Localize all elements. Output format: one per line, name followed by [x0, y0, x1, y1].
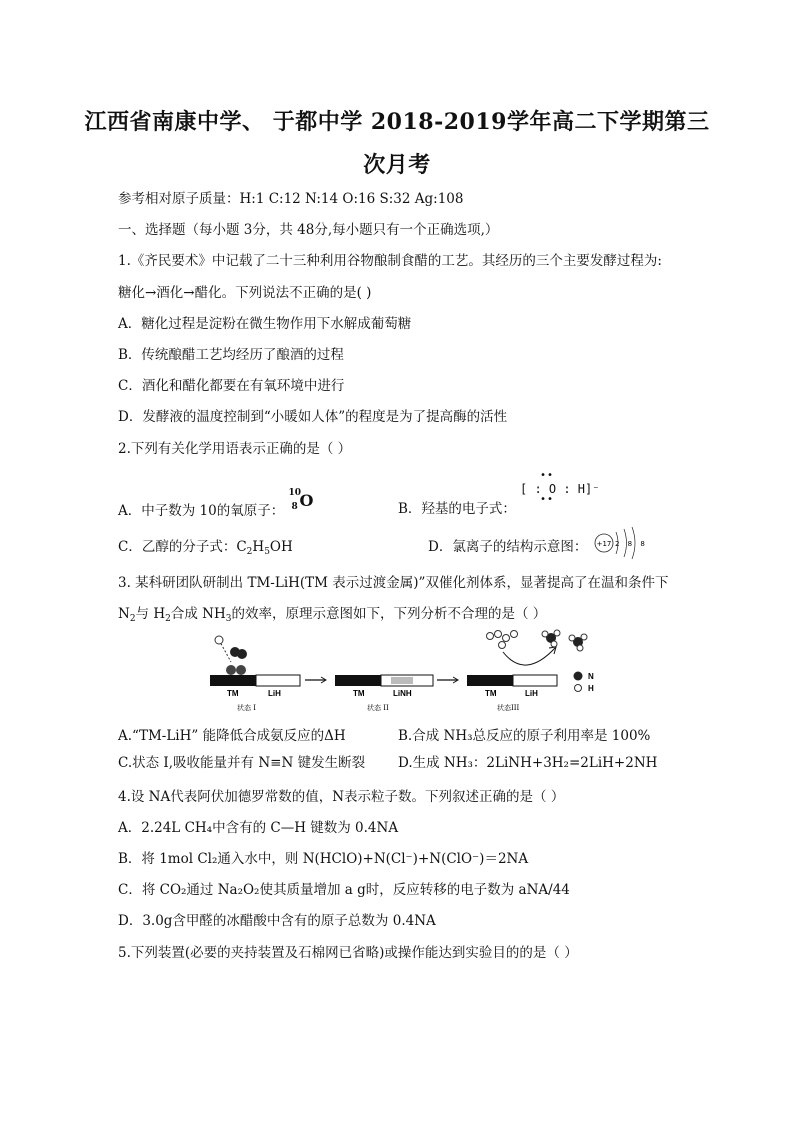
atomic-masses: 参考相对原子质量：H:1 C:12 N:14 O:16 S:32 Ag:108: [118, 191, 464, 207]
q2-option-a-text: A．中子数为 10的氧原子：: [118, 503, 285, 519]
legend-h-label: H: [588, 684, 594, 693]
lih-block: [256, 675, 300, 686]
nh3-h: [554, 630, 560, 636]
q1-option-c: C．酒化和醋化都要在有氧环境中进行: [118, 378, 345, 394]
tm-block: [467, 675, 513, 686]
chloride-ion-diagram: [592, 526, 648, 560]
q4-stem: 4.设 NA代表阿伏加德罗常数的值，N表示粒子数。下列叙述正确的是（ ）: [118, 789, 565, 805]
tm-label: TM: [353, 689, 365, 698]
n-atom: [237, 649, 247, 659]
q3-stem-line1: 3. 某科研团队研制出 TM-LiH(TM 表示过渡金属)”双催化剂体系，显著提高了在温和条件下: [118, 575, 669, 591]
exam-title-line1: 江西省南康中学、 于都中学 2018-2019学年高二下学期第三: [84, 109, 710, 135]
isotope-atomic-number: 8: [291, 502, 298, 512]
state-2-label: 状态 II: [367, 704, 389, 712]
q1-option-a: A．糖化过程是淀粉在微生物作用下水解成葡萄糖: [118, 316, 412, 332]
lih-block: [513, 675, 557, 686]
state-1-group: [210, 636, 300, 712]
q2-option-b-text: B．羟基的电子式：: [398, 501, 516, 517]
tm-block: [335, 675, 381, 686]
lone-pair-top: ••: [540, 470, 555, 481]
state-3-group: [467, 630, 587, 712]
q4-option-a: A．2.24L CH₄中含有的 C—H 键数为 0.4NA: [118, 820, 399, 836]
q1-stem-line2: 糖化→酒化→醋化。下列说法不正确的是( ): [118, 285, 372, 301]
section-header: 一、选择题（每小题 3分，共 48分,每小题只有一个正确选项,）: [118, 222, 499, 238]
legend-n-dot: [574, 672, 583, 681]
h-atom: [511, 631, 518, 638]
isotope-mass-number: 10: [288, 488, 302, 498]
q3-option-a: A.“TM-LiH” 能降低合成氨反应的ΔH: [118, 728, 346, 744]
q1-option-d: D．发酵液的温度控制到“小暖如人体”的程度是为了提高酶的活性: [118, 409, 508, 425]
q2-stem: 2.下列有关化学用语表示正确的是（ ）: [118, 441, 352, 457]
q2-option-b: [398, 497, 516, 517]
nh3-h: [569, 635, 575, 641]
q2-option-a: [118, 488, 315, 519]
lone-pair-bottom: ••: [540, 494, 555, 505]
q3-stem-line2: [118, 602, 546, 624]
nh3-h: [542, 631, 548, 637]
nh3-h: [551, 641, 557, 647]
q3-option-c: C.状态 I,吸收能量并有 N≡N 键发生断裂: [118, 755, 366, 771]
oxygen-isotope-symbol: [288, 488, 315, 517]
q4-option-c: C．将 CO₂通过 Na₂O₂使其质量增加 a g时，反应转移的电子数为 aNA/44: [118, 882, 570, 898]
h-atom: [215, 636, 223, 644]
q2-option-d-text: D．氯离子的结构示意图：: [428, 539, 588, 555]
q2-option-c-suffix: OH: [269, 539, 293, 555]
lih-label: LiH: [268, 689, 281, 698]
nh3-h: [581, 634, 587, 640]
hydrogen-count: 5: [264, 547, 270, 557]
exam-title-line2: 次月考: [363, 152, 431, 178]
hydroxyl-electron-formula: [520, 470, 600, 505]
tm-block: [210, 675, 256, 686]
lih-label: LiH: [525, 689, 538, 698]
q5-stem: 5.下列装置(必要的夹持装置及石棉网已省略)或操作能达到实验目的的是（ ）: [118, 945, 578, 961]
q3-stem-end: 的效率，原理示意图如下，下列分析不合理的是（ ）: [231, 606, 547, 622]
h-atom: [495, 631, 502, 638]
state-1-label: 状态 I: [237, 704, 256, 712]
q3-n: N: [118, 606, 130, 622]
q1-stem-line1: 1.《齐民要术》中记载了二十三种利用谷物酿制食醋的工艺。其经历的三个主要发酵过程为:: [118, 253, 662, 269]
q3-option-d: D.生成 NH₃：2LiNH+3H₂=2LiH+2NH: [398, 755, 658, 771]
q2-option-c-prefix: C．乙醇的分子式：C: [118, 539, 247, 555]
q3-nh-sub: 3: [225, 614, 232, 624]
q2-option-c: [118, 535, 293, 557]
shell-electrons: 2 8 8: [615, 540, 648, 548]
nucleus-charge: +17: [596, 540, 612, 548]
isotope-element: O: [299, 491, 314, 510]
q3-synth-nh: 合成 NH: [170, 606, 226, 622]
hydroxyl-formula-text: [ : O : H]⁻: [520, 482, 600, 496]
state-3-label: 状态III: [497, 704, 520, 712]
q4-option-b: B．将 1mol Cl₂通入水中，则 N(HClO)+N(Cl⁻)+N(ClO⁻)＝2NA: [118, 851, 529, 867]
h-atom: [499, 642, 506, 649]
q4-option-d: D．3.0g含甲醛的冰醋酸中含有的原子总数为 0.4NA: [118, 913, 436, 929]
tm-label: TM: [227, 689, 239, 698]
reaction-arc: [503, 648, 555, 665]
nh3-h: [577, 645, 583, 651]
legend-n-label: N: [588, 672, 594, 681]
catalyst-mechanism-figure: [205, 628, 615, 714]
h-atom: [503, 635, 510, 642]
q3-and-h: 与 H: [135, 606, 166, 622]
q3-option-b: B.合成 NH₃总反应的原子利用率是 100%: [398, 728, 651, 744]
q3-h-sub: 2: [165, 614, 171, 624]
legend-h-dot: [575, 685, 582, 692]
tm-label: TM: [485, 689, 497, 698]
carbon-count: 2: [246, 547, 253, 557]
state-2-group: [335, 675, 433, 712]
h-atom: [487, 633, 494, 640]
q2-option-d: [428, 535, 587, 555]
q1-option-b: B．传统酿醋工艺均经历了酿酒的过程: [118, 347, 344, 363]
n-atom: [236, 665, 246, 675]
q3-n-sub: 2: [129, 614, 136, 624]
linh-shaded: [391, 677, 413, 684]
linh-label: LiNH: [393, 689, 412, 698]
q2-option-c-mid: H: [252, 539, 265, 555]
n-atom: [226, 665, 236, 675]
